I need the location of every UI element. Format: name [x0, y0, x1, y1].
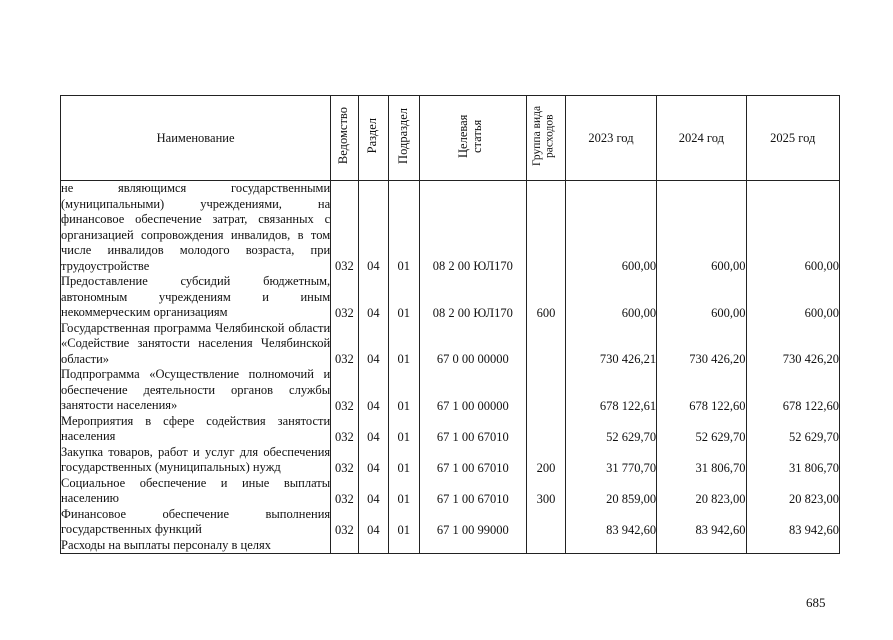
- cell-2023: 730 426,21: [565, 321, 656, 368]
- table-header-row: [61, 96, 840, 181]
- cell-name: не являющимся государственными (муниципальными) учреждениями, на финансовое обеспечение затрат, связанных с организацией сопровождения инвалидов, в том числе инвалидов молодого возраста, при трудоустройстве: [61, 181, 331, 273]
- cell-2024: 730 426,20: [657, 321, 746, 368]
- header-vedomstvo: Ведомство: [331, 96, 358, 181]
- cell-2023: 600,00: [565, 274, 656, 321]
- cell-podrazdel: 01: [389, 445, 419, 476]
- cell-razdel: 04: [358, 181, 388, 275]
- cell-target: 67 1 00 67010: [419, 414, 527, 445]
- cell-razdel: 04: [358, 507, 388, 538]
- cell-name: Расходы на выплаты персоналу в целях: [61, 538, 331, 554]
- cell-name: Предоставление субсидий бюджетным, автономным учреждениям и иным некоммерческим организациям: [61, 274, 331, 319]
- cell-vedomstvo: [331, 538, 358, 554]
- table-row: [61, 274, 840, 321]
- table-row: [61, 414, 840, 445]
- cell-name: Мероприятия в сфере содействия занятости населения: [61, 413, 331, 443]
- cell-podrazdel: 01: [389, 321, 419, 368]
- cell-razdel: 04: [358, 274, 388, 321]
- cell-target: [419, 538, 527, 554]
- table-row: [61, 507, 840, 538]
- table-row: [61, 321, 840, 368]
- table-row: [61, 476, 840, 507]
- cell-vedomstvo: 032: [331, 181, 358, 275]
- cell-razdel: [358, 538, 388, 554]
- cell-target: 08 2 00 ЮЛ170: [419, 274, 527, 321]
- cell-group: [527, 507, 566, 538]
- header-podrazdel: Подраздел: [389, 96, 419, 181]
- header-razdel: Раздел: [358, 96, 388, 181]
- cell-razdel: 04: [358, 414, 388, 445]
- cell-2023: 52 629,70: [565, 414, 656, 445]
- cell-podrazdel: 01: [389, 367, 419, 414]
- cell-2024: 678 122,60: [657, 367, 746, 414]
- cell-2023: 20 859,00: [565, 476, 656, 507]
- cell-target: 67 1 00 67010: [419, 445, 527, 476]
- cell-group: [527, 538, 566, 554]
- cell-podrazdel: 01: [389, 476, 419, 507]
- page-number: 685: [806, 595, 826, 610]
- cell-vedomstvo: 032: [331, 507, 358, 538]
- cell-name: Государственная программа Челябинской области «Содействие занятости населения Челябинской области»: [61, 320, 331, 366]
- cell-podrazdel: 01: [389, 181, 419, 275]
- cell-vedomstvo: 032: [331, 321, 358, 368]
- cell-group: [527, 414, 566, 445]
- header-group: Группа вида расходов: [527, 96, 566, 181]
- cell-razdel: 04: [358, 321, 388, 368]
- table-row: [61, 367, 840, 414]
- cell-2025: 600,00: [746, 181, 839, 275]
- cell-target: 67 1 00 99000: [419, 507, 527, 538]
- cell-name: Подпрограмма «Осуществление полномочий и обеспечение деятельности органов службы занятости населения»: [61, 367, 331, 412]
- cell-vedomstvo: 032: [331, 476, 358, 507]
- cell-2023: 31 770,70: [565, 445, 656, 476]
- header-name: Наименование: [61, 96, 331, 181]
- cell-name: Социальное обеспечение и иные выплаты населению: [61, 475, 331, 505]
- cell-podrazdel: 01: [389, 414, 419, 445]
- cell-2025: 83 942,60: [746, 507, 839, 538]
- cell-target: 67 0 00 00000: [419, 321, 527, 368]
- cell-podrazdel: 01: [389, 507, 419, 538]
- header-2023: 2023 год: [565, 96, 656, 181]
- cell-2023: 678 122,61: [565, 367, 656, 414]
- cell-group: 600: [527, 274, 566, 321]
- cell-podrazdel: [389, 538, 419, 554]
- cell-vedomstvo: 032: [331, 367, 358, 414]
- header-2024: 2024 год: [657, 96, 746, 181]
- cell-2025: 20 823,00: [746, 476, 839, 507]
- cell-name: Финансовое обеспечение выполнения государственных функций: [61, 506, 331, 536]
- cell-2024: [657, 538, 746, 554]
- cell-group: [527, 367, 566, 414]
- cell-group: [527, 181, 566, 275]
- table-row: [61, 181, 840, 275]
- cell-2023: 83 942,60: [565, 507, 656, 538]
- cell-group: [527, 321, 566, 368]
- cell-group: 200: [527, 445, 566, 476]
- cell-2025: 600,00: [746, 274, 839, 321]
- cell-2025: 52 629,70: [746, 414, 839, 445]
- budget-table: [60, 95, 840, 554]
- cell-target: 67 1 00 67010: [419, 476, 527, 507]
- cell-2024: 20 823,00: [657, 476, 746, 507]
- cell-2025: 678 122,60: [746, 367, 839, 414]
- cell-vedomstvo: 032: [331, 414, 358, 445]
- cell-group: 300: [527, 476, 566, 507]
- cell-target: 08 2 00 ЮЛ170: [419, 181, 527, 275]
- cell-2024: 600,00: [657, 274, 746, 321]
- cell-razdel: 04: [358, 476, 388, 507]
- header-target: Целевая статья: [419, 96, 527, 181]
- cell-2024: 31 806,70: [657, 445, 746, 476]
- table-body: [61, 181, 840, 554]
- cell-2023: 600,00: [565, 181, 656, 275]
- cell-name: Закупка товаров, работ и услуг для обеспечения государственных (муниципальных) нужд: [61, 444, 331, 474]
- cell-2024: 600,00: [657, 181, 746, 275]
- cell-2025: 730 426,20: [746, 321, 839, 368]
- cell-2025: 31 806,70: [746, 445, 839, 476]
- cell-2023: [565, 538, 656, 554]
- cell-razdel: 04: [358, 367, 388, 414]
- cell-2025: [746, 538, 839, 554]
- cell-vedomstvo: 032: [331, 445, 358, 476]
- cell-2024: 83 942,60: [657, 507, 746, 538]
- cell-target: 67 1 00 00000: [419, 367, 527, 414]
- table-row: [61, 445, 840, 476]
- cell-vedomstvo: 032: [331, 274, 358, 321]
- cell-podrazdel: 01: [389, 274, 419, 321]
- cell-2024: 52 629,70: [657, 414, 746, 445]
- cell-razdel: 04: [358, 445, 388, 476]
- header-2025: 2025 год: [746, 96, 839, 181]
- table-row: [61, 538, 840, 554]
